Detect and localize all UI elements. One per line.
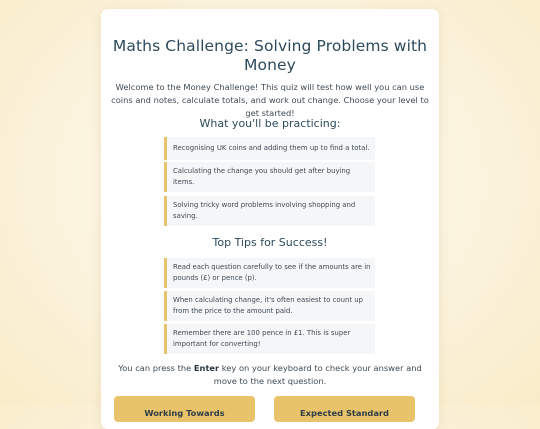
tip-item [164,258,375,288]
enter-note-before: You can press the [118,363,194,373]
practice-item-text: Calculating the change you should get after buying items. [173,167,351,186]
page-title: Maths Challenge: Solving Problems with Money [112,37,428,74]
tip-item-text: When calculating change, it's often easiest to count up from the price to the amount paid. [173,296,363,315]
practice-item-text: Solving tricky word problems involving shopping and saving. [173,201,356,220]
enter-key-note [109,362,431,388]
working-towards-button[interactable]: Working Towards [114,396,255,422]
tip-item [164,324,375,354]
practice-item [164,137,375,160]
tips-heading: Top Tips for Success! [212,236,328,249]
tip-item [164,291,375,321]
intro-text: Welcome to the Money Challenge! This quiz will test how well you can use coins and notes, calculate totals, and work out change. Choose your level to get started! [111,82,429,118]
practice-item [164,196,375,226]
tip-item-text: Remember there are 100 pence in £1. This is super important for converting! [173,329,351,348]
quiz-intro-card [101,9,439,429]
practicing-heading: What you'll be practicing: [199,117,341,130]
enter-key-label: Enter [193,363,220,373]
practice-item-text: Recognising UK coins and adding them up to find a total. [173,144,370,152]
tip-item-text: Read each question carefully to see if the amounts are in pounds (£) or pence (p). [173,263,371,282]
practice-item [164,162,375,192]
expected-standard-button[interactable]: Expected Standard [274,396,415,422]
enter-note-after: key on your keyboard to check your answer and move to the next question. [213,363,422,386]
